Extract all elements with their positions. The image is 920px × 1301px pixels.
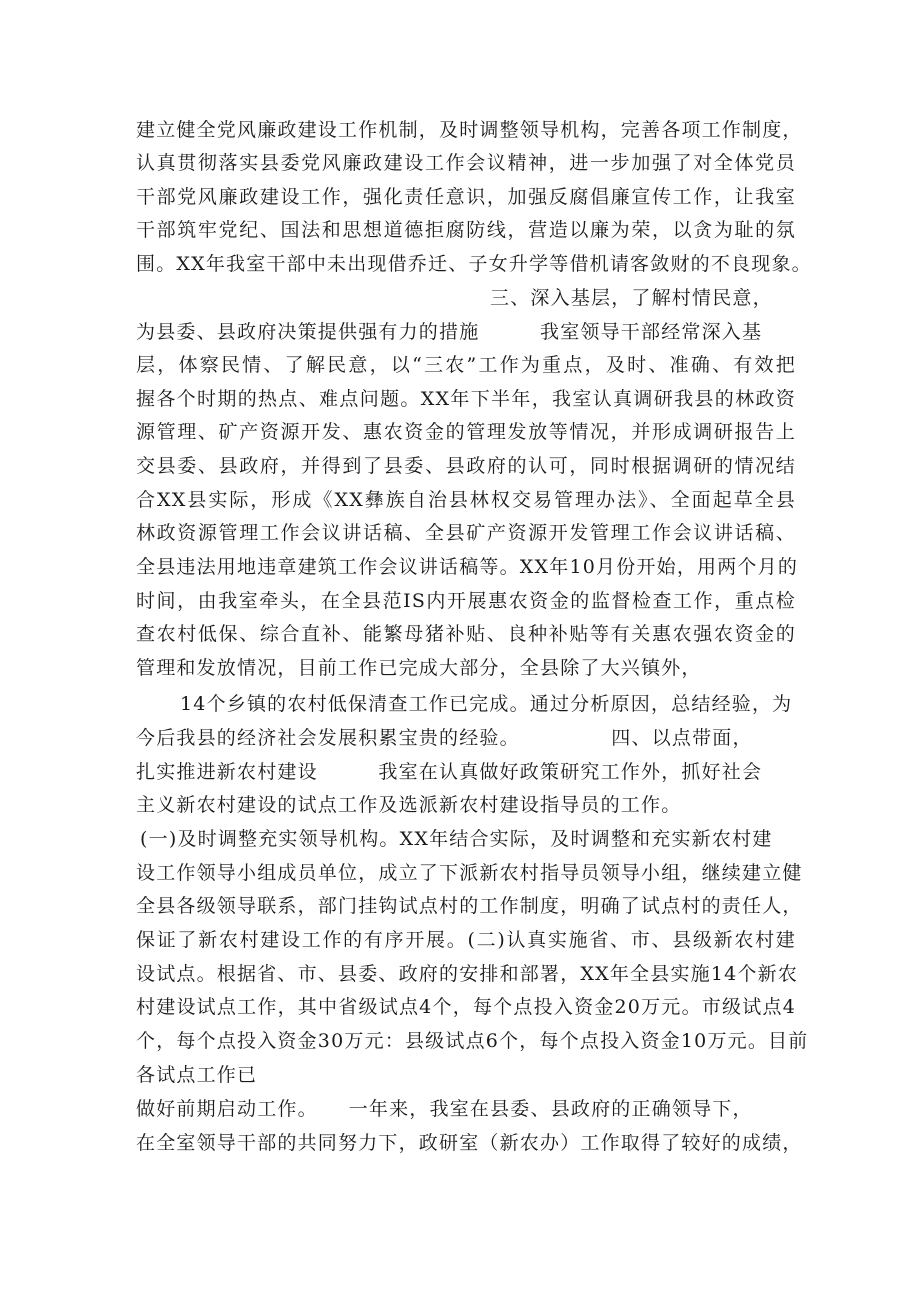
- section-heading-3: 三、深入基层，了解村情民意，: [490, 287, 773, 309]
- text-line: 握各个时期的热点、难点问题。XX年下半年，我室认真调研我县的林政资: [136, 388, 796, 410]
- text-line: 保证了新农村建设工作的有序开展。(二)认真实施省、市、县级新农村建: [136, 929, 796, 951]
- text-line: 扎实推进新农村建设 我室在认真做好政策研究工作外，抓好社会: [136, 761, 763, 783]
- text-line: 源管理、矿产资源开发、惠农资金的管理发放等情况，并形成调研报告上: [136, 421, 796, 443]
- text-line: 层，体察民情、了解民意，以“三农”工作为重点，及时、准确、有效把: [136, 354, 796, 376]
- text-line: 为县委、县政府决策提供强有力的措施 我室领导干部经常深入基: [136, 321, 763, 343]
- text-line: 干部筑牢党纪、国法和思想道德拒腐防线，营造以廉为荣，以贪为耻的氛: [136, 219, 796, 241]
- text-line: 干部党风廉政建设工作，强化责任意识，加强反腐倡廉宣传工作，让我室: [136, 186, 796, 208]
- text-line: (一)及时调整充实领导机构。XX年结合实际，及时调整和充实新农村建: [140, 828, 773, 850]
- text-line: 主义新农村建设的试点工作及选派新农村建设指导员的工作。: [136, 794, 682, 816]
- text-line: 交县委、县政府，并得到了县委、县政府的认可，同时根据调研的情况结: [136, 455, 796, 477]
- text-line: 查农村低保、综合直补、能繁母猪补贴、良种补贴等有关惠农强农资金的: [136, 623, 796, 645]
- text-line: 全县各级领导联系，部门挂钩试点村的工作制度，明确了试点村的责任人，: [136, 895, 803, 917]
- text-line: 合XX县实际，形成《XX彝族自治县林权交易管理办法》、全面起草全县: [136, 489, 796, 511]
- text-line: 设工作领导小组成员单位，成立了下派新农村指导员领导小组，继续建立健: [136, 862, 803, 884]
- text-line: 14个乡镇的农村低保清查工作已完成。通过分析原因，总结经验，为: [180, 693, 793, 715]
- text-line: 设试点。根据省、市、县委、政府的安排和部署，XX年全县实施14个新农: [136, 963, 799, 985]
- text-line: 林政资源管理工作会议讲话稿、全县矿产资源开发管理工作会议讲话稿、: [136, 522, 796, 544]
- text-line: 村建设试点工作，其中省级试点4个，每个点投入资金20万元。市级试点4: [136, 996, 796, 1018]
- text-line: 今后我县的经济社会发展积累宝贵的经验。 四、以点带面，: [136, 727, 753, 749]
- text-line: 个，每个点投入资金30万元：县级试点6个，每个点投入资金10万元。目前: [136, 1030, 809, 1052]
- text-line: 各试点工作已: [136, 1064, 258, 1086]
- text-line: 管理和发放情况，目前工作已完成大部分，全县除了大兴镇外，: [136, 657, 702, 679]
- text-line: 在全室领导干部的共同努力下，政研室（新农办）工作取得了较好的成绩，: [136, 1132, 803, 1154]
- text-line: 时间，由我室牵头，在全县范IS内开展惠农资金的监督检查工作，重点检: [136, 590, 796, 612]
- text-line: 做好前期启动工作。 一年来，我室在县委、县政府的正确领导下，: [136, 1098, 753, 1120]
- text-line: 建立健全党风廉政建设工作机制，及时调整领导机构，完善各项工作制度，: [136, 119, 803, 141]
- text-line: 认真贯彻落实县委党风廉政建设工作会议精神，进一步加强了对全体党员: [136, 152, 796, 174]
- text-line: 全县违法用地违章建筑工作会议讲话稿等。XX年10月份开始，用两个月的: [136, 556, 799, 578]
- text-line: 围。XX年我室干部中未出现借乔迁、子女升学等借机请客敛财的不良现象。: [136, 253, 812, 275]
